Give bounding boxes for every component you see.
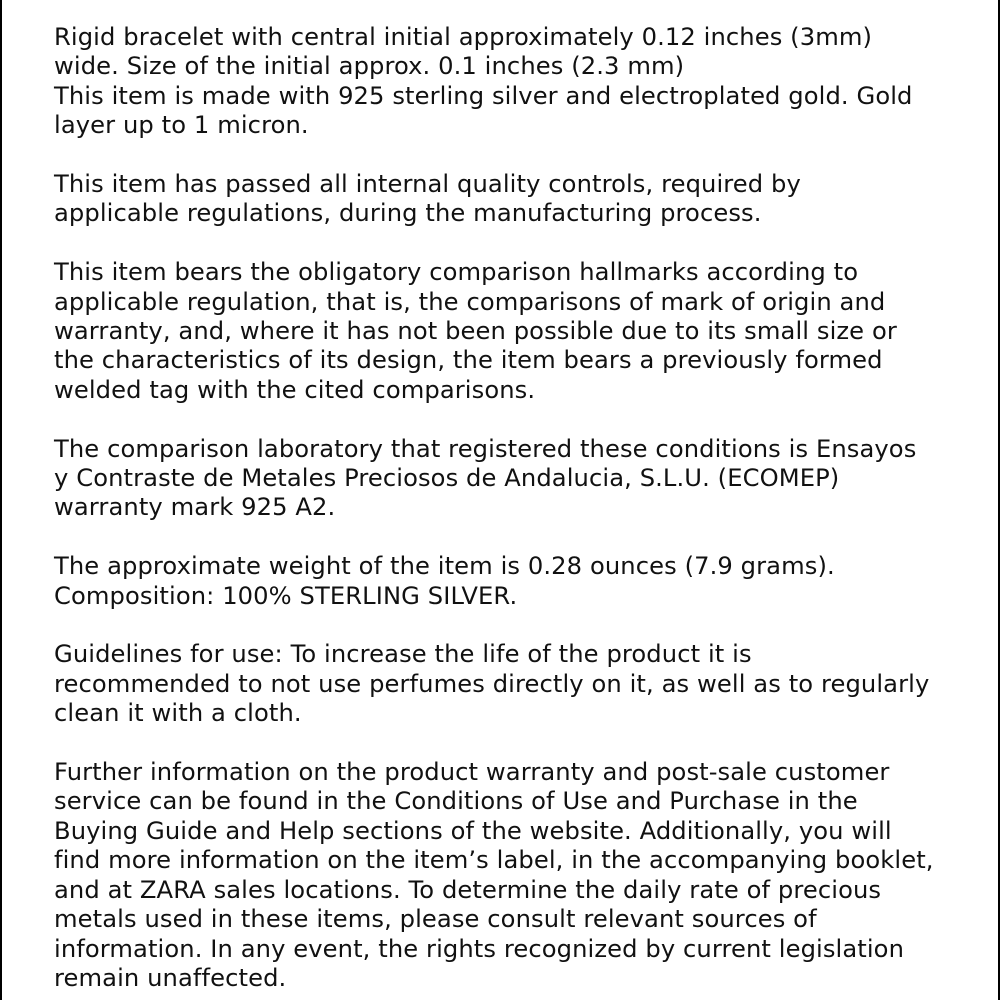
text-line: metals used in these items, please consult relevant sources of: [54, 905, 817, 934]
text-line: applicable regulations, during the manufacturing process.: [54, 199, 762, 228]
paragraph-weight-composition: [54, 552, 989, 611]
paragraph-materials: [54, 23, 989, 141]
paragraph-warranty-info: [54, 758, 989, 993]
text-line: This item has passed all internal quality controls, required by: [54, 170, 801, 199]
text-line: This item bears the obligatory comparison hallmarks according to: [54, 258, 859, 287]
text-line: y Contraste de Metales Preciosos de Andalucia, S.L.U. (ECOMEP): [54, 464, 840, 493]
text-line: This item is made with 925 sterling silver and electroplated gold. Gold: [54, 81, 913, 110]
paragraph-quality-controls: [54, 170, 989, 229]
paragraph-laboratory: [54, 435, 989, 523]
text-line: Rigid bracelet with central initial approximately 0.12 inches (3mm): [54, 23, 873, 51]
text-line: wide. Size of the initial approx. 0.1 inches (2.3 mm): [54, 52, 685, 81]
text-line: find more information on the item’s label, in the accompanying booklet,: [54, 846, 934, 875]
text-line: Guidelines for use: To increase the life of the product it is: [54, 640, 752, 669]
text-line: Composition: 100% STERLING SILVER.: [54, 581, 518, 610]
text-line: warranty, and, where it has not been possible due to its small size or: [54, 317, 897, 346]
text-line: clean it with a cloth.: [54, 699, 302, 728]
text-line: warranty mark 925 A2.: [54, 493, 336, 522]
text-line: The approximate weight of the item is 0.28 ounces (7.9 grams).: [54, 552, 835, 581]
paragraph-hallmarks: [54, 258, 989, 405]
text-line: welded tag with the cited comparisons.: [54, 375, 536, 404]
text-line: The comparison laboratory that registered these conditions is Ensayos: [54, 434, 917, 463]
product-description-text: [54, 23, 989, 993]
text-line: the characteristics of its design, the item bears a previously formed: [54, 346, 883, 375]
text-line: information. In any event, the rights recognized by current legislation: [54, 934, 905, 963]
text-line: layer up to 1 micron.: [54, 111, 309, 140]
paragraph-guidelines: [54, 640, 989, 728]
text-line: Buying Guide and Help sections of the website. Additionally, you will: [54, 816, 892, 845]
text-line: and at ZARA sales locations. To determine the daily rate of precious: [54, 875, 882, 904]
text-line: service can be found in the Conditions of Use and Purchase in the: [54, 787, 858, 816]
text-line: remain unaffected.: [54, 963, 287, 992]
text-line: recommended to not use perfumes directly on it, as well as to regularly: [54, 669, 930, 698]
text-line: applicable regulation, that is, the comparisons of mark of origin and: [54, 287, 886, 316]
text-line: Further information on the product warranty and post-sale customer: [54, 758, 890, 787]
